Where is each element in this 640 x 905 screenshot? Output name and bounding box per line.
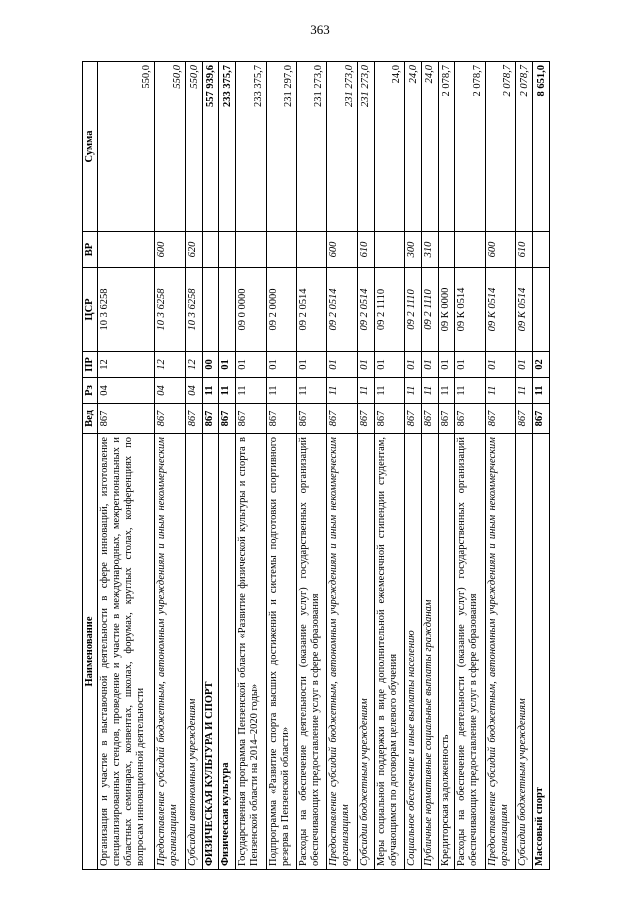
cell-vr <box>98 232 155 268</box>
cell-sum: 8 651,0 <box>532 62 549 232</box>
cell-name: Государственная программа Пензенской области «Развитие физической культуры и спорта в Пензенской области на 2014–2020 годы» <box>236 434 266 870</box>
cell-name: ФИЗИЧЕСКАЯ КУЛЬТУРА И СПОРТ <box>202 434 219 870</box>
cell-pr: 01 <box>438 352 455 378</box>
cell-name: Физическая культура <box>219 434 236 870</box>
cell-csr: 09 2 0514 <box>357 268 374 352</box>
cell-vr <box>455 232 485 268</box>
cell-sum: 2 078,7 <box>516 62 533 232</box>
cell-ved: 867 <box>516 404 533 434</box>
cell-rz: 11 <box>296 378 326 404</box>
cell-vr <box>438 232 455 268</box>
table-row <box>266 62 296 870</box>
cell-sum: 557 939,6 <box>202 62 219 232</box>
cell-pr: 01 <box>219 352 236 378</box>
table-row <box>516 62 533 870</box>
cell-ved: 867 <box>485 404 515 434</box>
cell-vr: 600 <box>485 232 515 268</box>
cell-vr <box>202 232 219 268</box>
cell-name: Предоставление субсидий бюджетным, автономным учреждениям и иным некоммерческим организациям <box>155 434 185 870</box>
table-row <box>421 62 438 870</box>
cell-vr <box>296 232 326 268</box>
cell-pr: 01 <box>236 352 266 378</box>
cell-pr: 01 <box>455 352 485 378</box>
cell-sum: 550,0 <box>98 62 155 232</box>
cell-vr <box>236 232 266 268</box>
cell-name: Меры социальной поддержки в виде дополнительной ежемесячной стипендии студентам, обучающимся по договорам целевого обучения <box>374 434 404 870</box>
cell-name: Организация и участие в выставочной деятельности в сфере инноваций, изготовление специализированных стендов, проведение и участие в международных, межрегиональных и областных семинарах, конвентах, школах, форумах, круглых столах, конференциях по вопросам инновационной деятельности <box>98 434 155 870</box>
cell-name: Субсидии бюджетным учреждениям <box>516 434 533 870</box>
cell-vr: 610 <box>357 232 374 268</box>
cell-csr: 09 К 0514 <box>485 268 515 352</box>
cell-ved: 867 <box>219 404 236 434</box>
cell-name: Расходы на обеспечение деятельности (оказание услуг) государственных организаций обеспечивающих предоставление услуг в сфере образования <box>455 434 485 870</box>
header-rz: Рз <box>83 378 98 404</box>
cell-pr: 01 <box>327 352 357 378</box>
cell-pr: 01 <box>404 352 421 378</box>
cell-ved: 867 <box>438 404 455 434</box>
cell-ved: 867 <box>155 404 185 434</box>
cell-pr: 00 <box>202 352 219 378</box>
cell-csr: 09 К 0514 <box>516 268 533 352</box>
cell-ved: 867 <box>404 404 421 434</box>
cell-rz: 11 <box>485 378 515 404</box>
cell-sum: 550,0 <box>155 62 185 232</box>
cell-ved: 867 <box>266 404 296 434</box>
table-row <box>236 62 266 870</box>
table-row <box>374 62 404 870</box>
cell-vr <box>374 232 404 268</box>
cell-rz: 04 <box>185 378 202 404</box>
cell-rz: 11 <box>404 378 421 404</box>
cell-rz: 11 <box>202 378 219 404</box>
cell-rz: 11 <box>357 378 374 404</box>
cell-rz: 11 <box>374 378 404 404</box>
table-row <box>438 62 455 870</box>
cell-csr <box>219 268 236 352</box>
header-ved: Вед <box>83 404 98 434</box>
budget-table-container <box>82 62 550 870</box>
cell-name: Субсидии бюджетным учреждениям <box>357 434 374 870</box>
table-body <box>98 62 550 870</box>
cell-csr: 10 3 6258 <box>155 268 185 352</box>
table-row <box>98 62 155 870</box>
table-row <box>485 62 515 870</box>
cell-csr <box>532 268 549 352</box>
table-row <box>404 62 421 870</box>
cell-name: Кредиторская задолженность <box>438 434 455 870</box>
cell-name: Субсидии автономным учреждениям <box>185 434 202 870</box>
cell-csr: 09 2 0514 <box>327 268 357 352</box>
table-row <box>532 62 549 870</box>
cell-sum: 24,0 <box>404 62 421 232</box>
table-row <box>185 62 202 870</box>
page-number: 363 <box>310 22 330 37</box>
header-pr: ПР <box>83 352 98 378</box>
table-row <box>455 62 485 870</box>
cell-name: Массовый спорт <box>532 434 549 870</box>
cell-pr: 01 <box>485 352 515 378</box>
cell-csr: 09 К 0000 <box>438 268 455 352</box>
cell-name: Подпрограмма «Развитие спорта высших достижений и системы подготовки спортивного резерва в Пензенской области» <box>266 434 296 870</box>
cell-rz: 11 <box>438 378 455 404</box>
cell-pr: 01 <box>296 352 326 378</box>
cell-csr: 10 3 6258 <box>98 268 155 352</box>
cell-vr <box>219 232 236 268</box>
cell-pr: 01 <box>374 352 404 378</box>
cell-rz: 11 <box>421 378 438 404</box>
cell-rz: 04 <box>155 378 185 404</box>
cell-sum: 550,0 <box>185 62 202 232</box>
table-row <box>357 62 374 870</box>
cell-vr: 300 <box>404 232 421 268</box>
cell-rz: 04 <box>98 378 155 404</box>
cell-csr <box>202 268 219 352</box>
cell-ved: 867 <box>374 404 404 434</box>
cell-name: Предоставление субсидий бюджетным, автономным учреждениям и иным некоммерческим организациям <box>485 434 515 870</box>
cell-sum: 233 375,7 <box>219 62 236 232</box>
cell-pr: 12 <box>98 352 155 378</box>
cell-vr <box>532 232 549 268</box>
cell-rz: 11 <box>455 378 485 404</box>
cell-rz: 11 <box>327 378 357 404</box>
cell-ved: 867 <box>185 404 202 434</box>
cell-ved: 867 <box>532 404 549 434</box>
cell-pr: 01 <box>516 352 533 378</box>
cell-sum: 231 273,0 <box>296 62 326 232</box>
cell-vr: 600 <box>327 232 357 268</box>
cell-pr: 02 <box>532 352 549 378</box>
cell-sum: 231 297,0 <box>266 62 296 232</box>
cell-sum: 2 078,7 <box>438 62 455 232</box>
rotated-page-area <box>82 62 550 870</box>
table-row <box>155 62 185 870</box>
cell-csr: 09 К 0514 <box>455 268 485 352</box>
cell-csr: 09 2 0514 <box>296 268 326 352</box>
cell-pr: 12 <box>185 352 202 378</box>
cell-name: Публичные нормативные социальные выплаты гражданам <box>421 434 438 870</box>
cell-name: Расходы на обеспечение деятельности (оказание услуг) государственных организаций обеспечивающих предоставление услуг в сфере образования <box>296 434 326 870</box>
header-name: Наименование <box>83 434 98 870</box>
cell-rz: 11 <box>266 378 296 404</box>
table-row <box>296 62 326 870</box>
cell-rz: 11 <box>532 378 549 404</box>
table-row <box>202 62 219 870</box>
cell-ved: 867 <box>327 404 357 434</box>
cell-rz: 11 <box>516 378 533 404</box>
header-sum: Сумма <box>83 62 98 232</box>
cell-vr: 620 <box>185 232 202 268</box>
cell-csr: 10 3 6258 <box>185 268 202 352</box>
cell-rz: 11 <box>236 378 266 404</box>
cell-csr: 09 0 0000 <box>236 268 266 352</box>
cell-ved: 867 <box>455 404 485 434</box>
cell-vr: 600 <box>155 232 185 268</box>
cell-sum: 24,0 <box>374 62 404 232</box>
cell-sum: 233 375,7 <box>236 62 266 232</box>
header-vr: ВР <box>83 232 98 268</box>
cell-vr: 610 <box>516 232 533 268</box>
cell-sum: 231 273,0 <box>357 62 374 232</box>
cell-ved: 867 <box>202 404 219 434</box>
table-header-row <box>83 62 98 870</box>
cell-ved: 867 <box>236 404 266 434</box>
cell-pr: 12 <box>155 352 185 378</box>
cell-pr: 01 <box>357 352 374 378</box>
cell-name: Предоставление субсидий бюджетным, автономным учреждениям и иным некоммерческим организациям <box>327 434 357 870</box>
cell-pr: 01 <box>266 352 296 378</box>
table-row <box>219 62 236 870</box>
cell-name: Социальное обеспечение и иные выплаты населению <box>404 434 421 870</box>
cell-csr: 09 2 1110 <box>374 268 404 352</box>
cell-sum: 231 273,0 <box>327 62 357 232</box>
cell-ved: 867 <box>357 404 374 434</box>
cell-sum: 2 078,7 <box>485 62 515 232</box>
cell-vr: 310 <box>421 232 438 268</box>
cell-sum: 24,0 <box>421 62 438 232</box>
cell-rz: 11 <box>219 378 236 404</box>
header-csr: ЦСР <box>83 268 98 352</box>
budget-table <box>82 61 550 870</box>
cell-ved: 867 <box>421 404 438 434</box>
cell-vr <box>266 232 296 268</box>
cell-csr: 09 2 1110 <box>421 268 438 352</box>
cell-csr: 09 2 1110 <box>404 268 421 352</box>
cell-csr: 09 2 0000 <box>266 268 296 352</box>
cell-pr: 01 <box>421 352 438 378</box>
table-row <box>327 62 357 870</box>
cell-sum: 2 078,7 <box>455 62 485 232</box>
cell-ved: 867 <box>296 404 326 434</box>
cell-ved: 867 <box>98 404 155 434</box>
